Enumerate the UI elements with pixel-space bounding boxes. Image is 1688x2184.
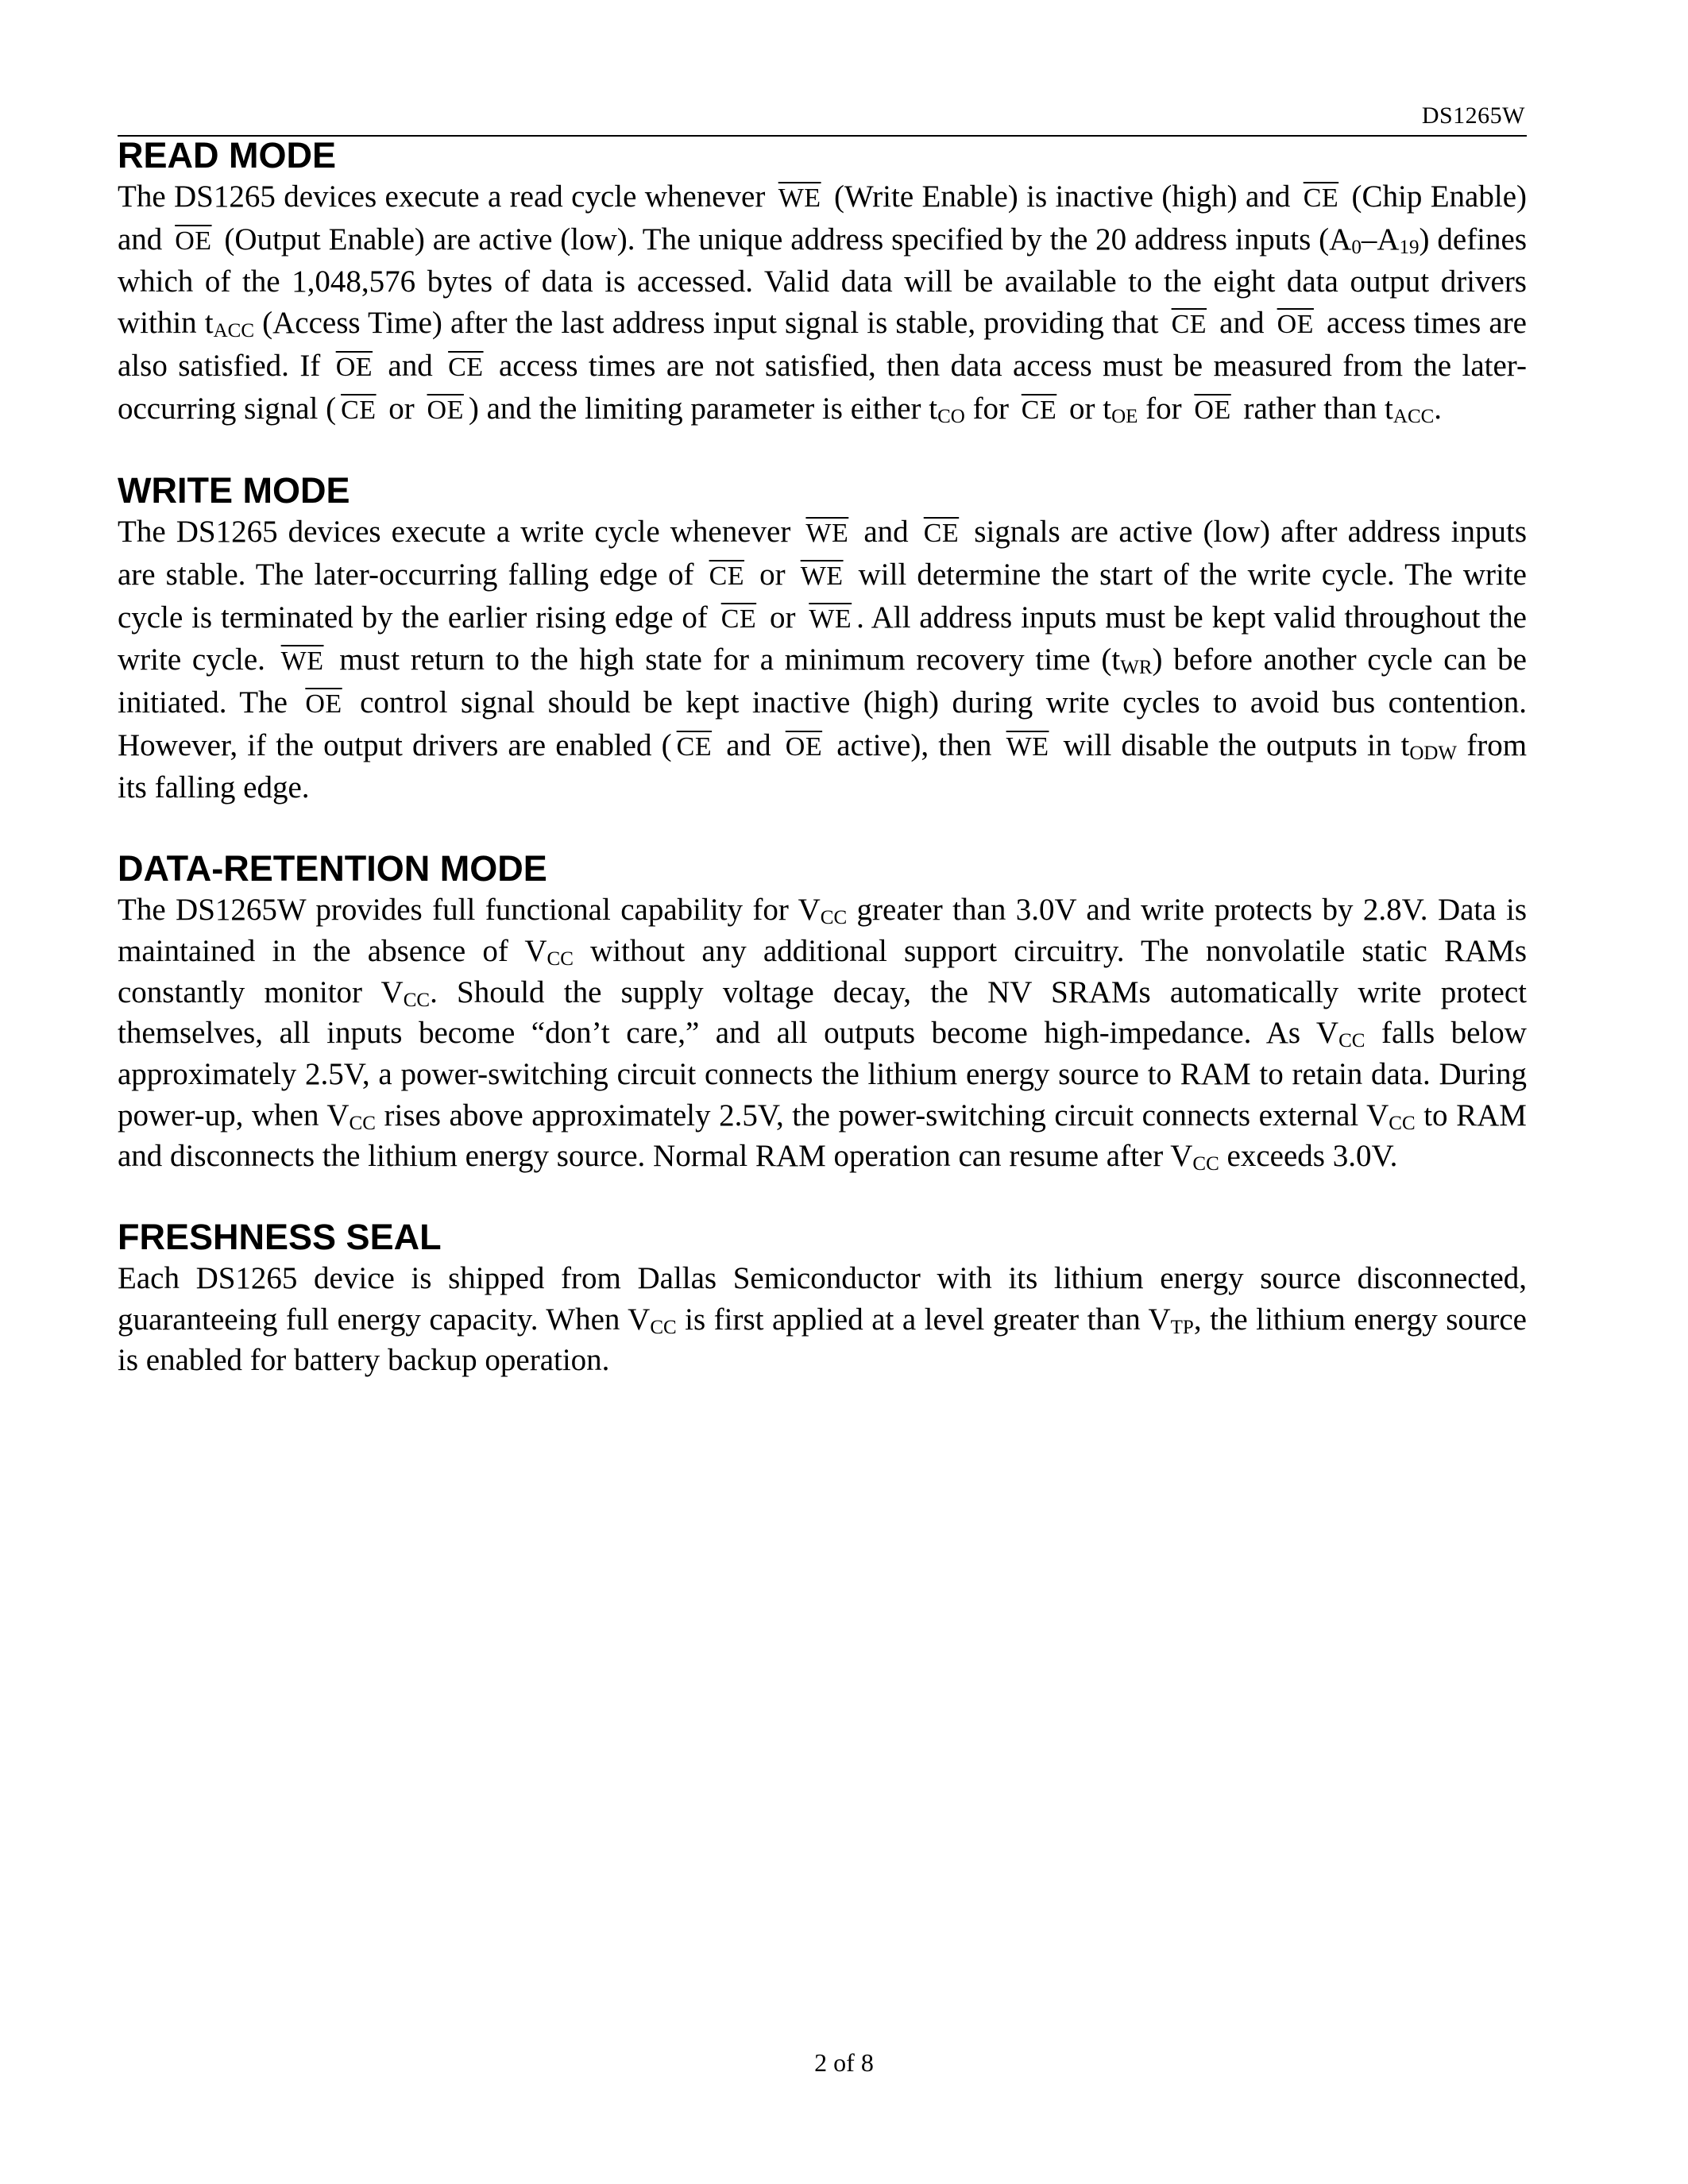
text-run: must return to the high state for a minimum recovery time (t (328, 642, 1121, 677)
page-header (118, 95, 1527, 137)
signal-oe-overbar: $\overline{OE}$ (335, 352, 373, 382)
text-run: or (749, 557, 796, 592)
page-footer (0, 2047, 1688, 2078)
subscript: OE (1111, 405, 1138, 427)
signal-oe-overbar: $\overline{OE}$ (427, 395, 464, 425)
text-run: access times are not satisfied, then data access must be measured from the later-occurring signal ( (118, 348, 1527, 426)
text-run: Each DS1265 device is shipped from Dallas Semiconductor with its lithium energy source disconnected, guaranteeing full energy capacity. When V (118, 1261, 1527, 1337)
section-title: READ MODE (118, 135, 337, 176)
signal-oe-overbar: $\overline{OE}$ (785, 731, 823, 762)
section-data-retention-mode (118, 848, 1527, 1177)
subscript: 0 (1351, 236, 1362, 258)
subscript: CC (820, 907, 848, 929)
section-title: DATA-RETENTION MODE (118, 848, 547, 889)
text-run: without any additional support circuitry. The nonvolatile static RAMs constantly monitor V (118, 933, 1527, 1009)
text-run: and (853, 515, 919, 550)
text-run: for (1138, 391, 1190, 426)
text-run: . All address inputs must be kept valid throughout the write cycle. (118, 600, 1527, 677)
section-write-mode (118, 470, 1527, 808)
subscript: TP (1170, 1316, 1194, 1338)
text-run: active), then (827, 727, 1002, 762)
subscript: CC (1192, 1153, 1219, 1175)
subscript: CC (1338, 1030, 1365, 1052)
section-title: FRESHNESS SEAL (118, 1217, 442, 1258)
subscript: CC (1389, 1112, 1416, 1134)
text-run: will determine the start of the write cycle. The write cycle is terminated by the earlier rising edge of (118, 557, 1527, 635)
text-run: signals are active (low) after address inputs are stable. The later-occurring falling edge of (118, 515, 1528, 592)
section-title: WRITE MODE (118, 470, 350, 511)
signal-oe-overbar: $\overline{OE}$ (1277, 310, 1314, 340)
text-run: (Output Enable) are active (low). The unique address specified by the 20 address inputs (A (216, 222, 1352, 257)
signal-ce-overbar: $\overline{CE}$ (1171, 310, 1207, 340)
signal-oe-overbar: $\overline{OE}$ (1194, 395, 1231, 425)
signal-ce-overbar: $\overline{CE}$ (448, 352, 484, 382)
page-number: 2 of 8 (814, 2048, 874, 2077)
signal-oe-overbar: $\overline{OE}$ (305, 689, 342, 720)
signal-ce-overbar: $\overline{CE}$ (923, 519, 960, 549)
signal-we-overbar: $\overline{WE}$ (778, 183, 821, 213)
section-freshness-seal (118, 1217, 1527, 1381)
text-run: and (377, 348, 444, 383)
text-run: The DS1265W provides full functional capability for V (118, 893, 821, 928)
text-run: access times are also satisfied. If (118, 306, 1527, 383)
subscript: ODW (1409, 742, 1458, 764)
signal-ce-overbar: $\overline{CE}$ (341, 395, 377, 425)
signal-we-overbar: $\overline{WE}$ (1006, 731, 1049, 762)
text-run: ) defines which of the 1,048,576 bytes of data is accessed. Valid data will be available to the eight data output drivers within t (118, 222, 1527, 341)
text-run: or (380, 391, 423, 426)
signal-ce-overbar: $\overline{CE}$ (720, 604, 757, 634)
signal-oe-overbar: $\overline{OE}$ (175, 226, 212, 256)
text-run: falls below approximately 2.5V, a power-switching circuit connects the lithium energy source to RAM to retain data. During power-up, when V (118, 1016, 1527, 1133)
signal-we-overbar: $\overline{WE}$ (809, 604, 852, 634)
section-paragraph (118, 889, 1527, 1177)
subscript: 19 (1399, 236, 1420, 258)
signal-ce-overbar: $\overline{CE}$ (1021, 395, 1057, 425)
signal-ce-overbar: $\overline{CE}$ (1303, 183, 1339, 213)
text-run: will disable the outputs in t (1053, 727, 1410, 762)
text-run: –A (1361, 222, 1400, 257)
subscript: ACC (1393, 405, 1435, 427)
text-run: exceeds 3.0V. (1219, 1139, 1398, 1174)
subscript: CC (349, 1112, 376, 1134)
document-body (118, 135, 1527, 1421)
subscript: WR (1120, 657, 1153, 679)
text-run: rises above approximately 2.5V, the power-switching circuit connects external V (375, 1098, 1389, 1133)
text-run: (Access Time) after the last address input signal is stable, providing that (254, 306, 1167, 341)
text-run: ) and the limiting parameter is either t (468, 391, 938, 426)
text-run: and (717, 727, 781, 762)
subscript: CC (650, 1316, 677, 1338)
text-run: . Should the supply voltage decay, the NV SRAMs automatically write protect themselves, all inputs become “don’t care,” and all outputs become high-impedance. As V (118, 974, 1527, 1051)
subscript: CO (937, 405, 965, 427)
text-run: greater than 3.0V and write protects by 2.8V. Data is maintained in the absence of V (118, 893, 1527, 968)
text-run: , the lithium energy source is enabled for battery backup operation. (118, 1302, 1527, 1378)
subscript: CC (547, 947, 574, 970)
text-run: to RAM and disconnects the lithium energy source. Normal RAM operation can resume after V (118, 1098, 1527, 1174)
subscript: ACC (213, 320, 255, 342)
section-paragraph (118, 176, 1527, 430)
text-run: is first applied at a level greater than V (676, 1302, 1171, 1337)
signal-ce-overbar: $\overline{CE}$ (709, 561, 745, 591)
text-run: ) before another cycle can be initiated. The (118, 642, 1527, 720)
section-paragraph (118, 1258, 1527, 1381)
text-run: rather than t (1235, 391, 1393, 426)
section-read-mode (118, 135, 1527, 430)
text-run: or t (1061, 391, 1112, 426)
text-run: The DS1265 devices execute a read cycle whenever (118, 179, 774, 214)
text-run: from its falling edge. (118, 727, 1528, 805)
text-run: The DS1265 devices execute a write cycle whenever (118, 515, 802, 550)
header-part-number: DS1265W (1421, 102, 1525, 129)
signal-we-overbar: $\overline{WE}$ (805, 519, 849, 549)
text-run: control signal should be kept inactive (high) during write cycles to avoid bus contention. However, if the output drivers are enabled ( (118, 685, 1527, 762)
signal-we-overbar: $\overline{WE}$ (800, 561, 844, 591)
text-run: and (1211, 306, 1273, 341)
text-run: for (964, 391, 1017, 426)
section-paragraph (118, 511, 1527, 808)
text-run: (Chip Enable) and (118, 179, 1527, 257)
signal-we-overbar: $\overline{WE}$ (280, 646, 324, 677)
subscript: CC (403, 989, 431, 1011)
text-run: or (761, 600, 805, 635)
text-run: (Write Enable) is inactive (high) and (825, 179, 1299, 214)
text-run: . (1434, 391, 1443, 426)
signal-ce-overbar: $\overline{CE}$ (676, 731, 713, 762)
